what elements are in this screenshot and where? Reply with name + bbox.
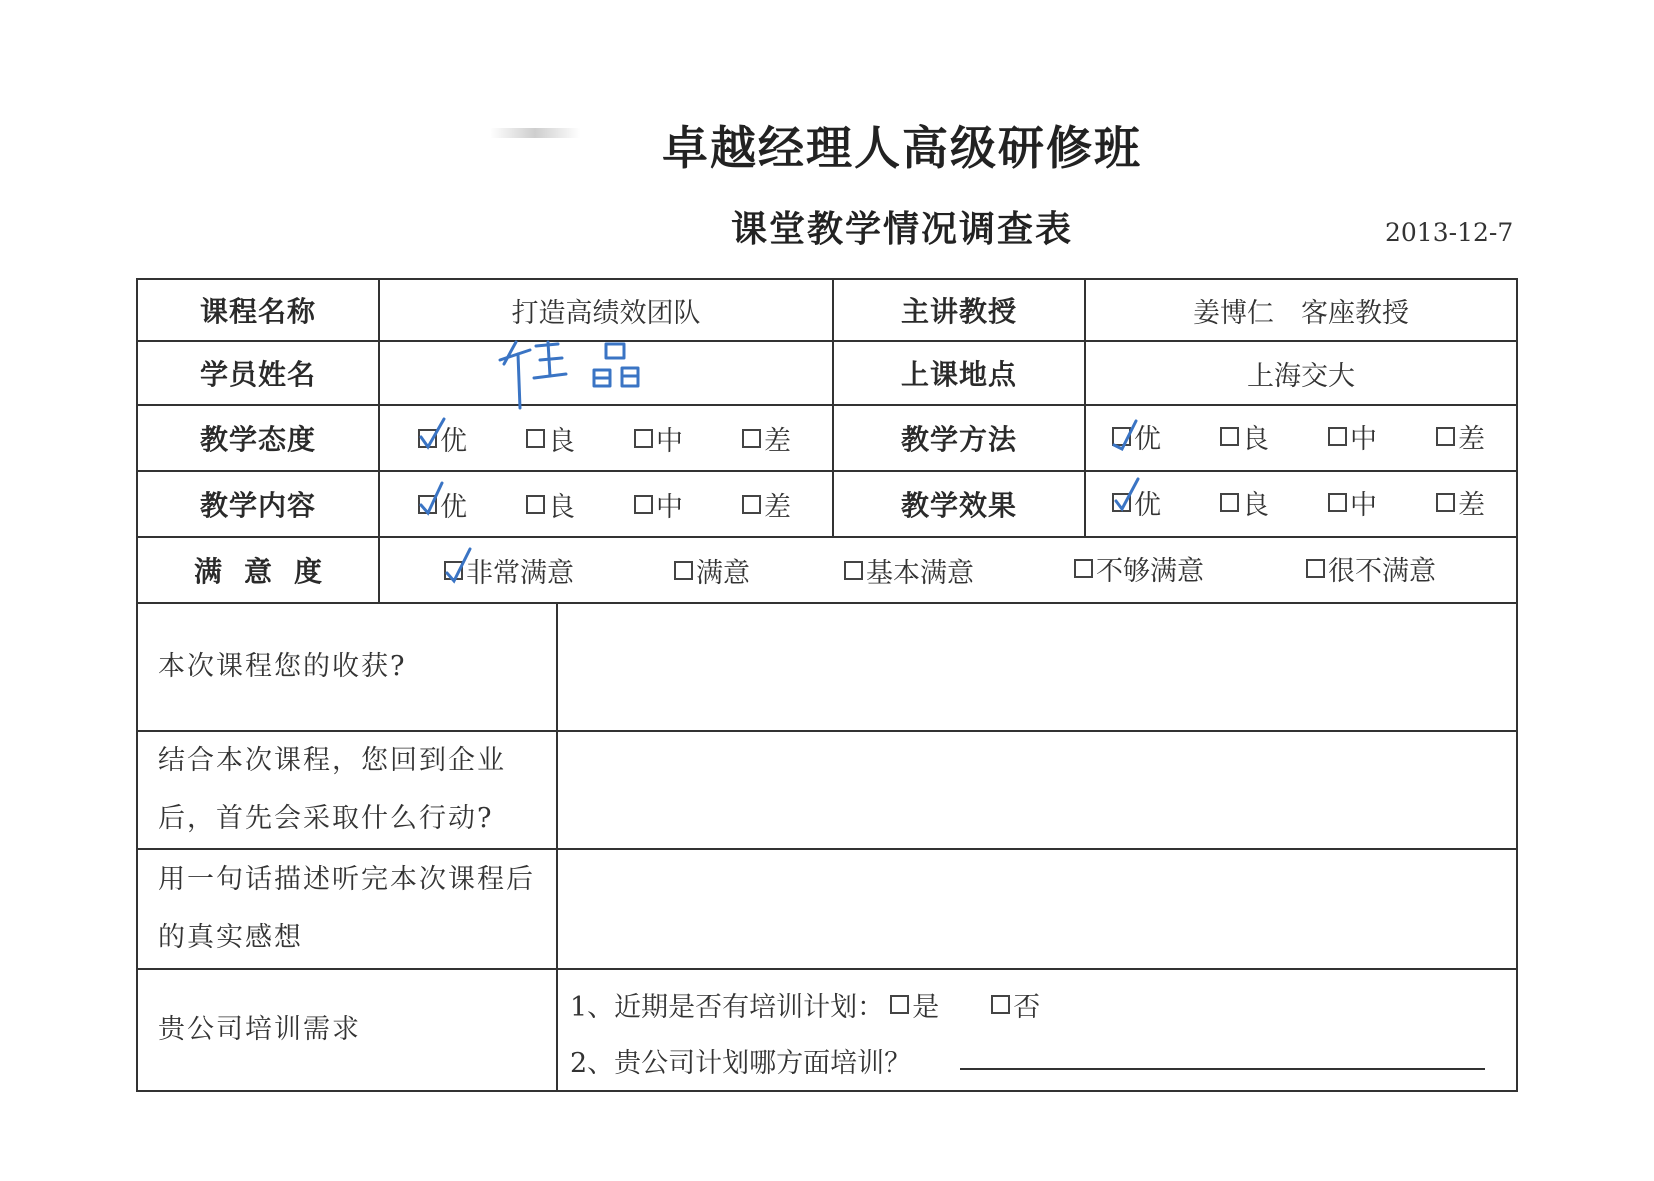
satisfaction-option-not-quite-satisfied[interactable]: 不够满意 <box>1074 548 1204 588</box>
satisfaction-label: 满意度 <box>193 555 344 588</box>
student-signature <box>496 330 676 410</box>
checkbox[interactable] <box>742 429 761 448</box>
checkbox[interactable] <box>1112 493 1131 512</box>
answer-action[interactable] <box>558 732 1516 848</box>
checkbox[interactable] <box>890 995 909 1014</box>
checkbox[interactable] <box>526 495 545 514</box>
table-border-bottom <box>136 1090 1518 1092</box>
training-area-answer-line[interactable] <box>960 1068 1485 1070</box>
checkbox[interactable] <box>418 429 437 448</box>
checkbox[interactable] <box>1220 427 1239 446</box>
lecturer-label: 主讲教授 <box>900 295 1017 328</box>
satisfaction-option-satisfied[interactable]: 满意 <box>674 550 750 590</box>
method-option-poor[interactable]: 差 <box>1436 416 1485 456</box>
checkbox[interactable] <box>444 561 463 580</box>
training-plan-question: 1、近期是否有培训计划： 是 否 <box>570 982 1040 1026</box>
course-name-label: 课程名称 <box>199 295 316 328</box>
effect-option-fair[interactable]: 中 <box>1328 482 1377 522</box>
attitude-option-fair[interactable]: 中 <box>634 418 683 458</box>
checkbox[interactable] <box>526 429 545 448</box>
training-needs-label: 贵公司培训需求 <box>158 1014 361 1045</box>
question-action: 结合本次课程，您回到企业后，首先会采取什么行动? <box>158 745 506 834</box>
plan-option-yes[interactable]: 是 <box>890 984 939 1024</box>
method-option-good[interactable]: 良 <box>1220 416 1269 456</box>
question-gain: 本次课程您的收获? <box>158 651 407 682</box>
effect-option-poor[interactable]: 差 <box>1436 482 1485 522</box>
attitude-option-excellent[interactable]: 优 <box>418 418 467 458</box>
content-label: 教学内容 <box>199 489 316 522</box>
checkbox[interactable] <box>634 429 653 448</box>
content-option-excellent[interactable]: 优 <box>418 484 467 524</box>
student-name-label: 学员姓名 <box>199 358 316 391</box>
checkbox[interactable] <box>1074 559 1093 578</box>
effect-option-excellent[interactable]: 优 <box>1112 482 1161 522</box>
answer-gain[interactable] <box>558 604 1516 730</box>
check-mark-icon <box>1112 415 1144 451</box>
checkbox[interactable] <box>418 495 437 514</box>
question-feeling: 用一句话描述听完本次课程后的真实感想 <box>158 864 535 953</box>
course-name-value: 打造高绩效团队 <box>511 297 701 329</box>
check-mark-icon <box>418 483 450 519</box>
content-option-good[interactable]: 良 <box>526 484 575 524</box>
method-label: 教学方法 <box>900 423 1017 456</box>
content-option-fair[interactable]: 中 <box>634 484 683 524</box>
checkbox[interactable] <box>1306 559 1325 578</box>
satisfaction-option-basically-satisfied[interactable]: 基本满意 <box>844 550 974 590</box>
attitude-option-good[interactable]: 良 <box>526 418 575 458</box>
plan-option-no[interactable]: 否 <box>991 984 1040 1024</box>
effect-option-good[interactable]: 良 <box>1220 482 1269 522</box>
checkbox[interactable] <box>742 495 761 514</box>
checkbox[interactable] <box>844 561 863 580</box>
answer-feeling[interactable] <box>558 850 1516 968</box>
checkbox[interactable] <box>1328 427 1347 446</box>
form-date: 2013-12-7 <box>1385 218 1514 247</box>
check-mark-icon <box>418 417 450 453</box>
location-label: 上课地点 <box>900 358 1017 391</box>
check-mark-icon <box>444 549 476 585</box>
lecturer-value: 姜博仁 客座教授 <box>1193 297 1409 329</box>
training-area-question: 2、贵公司计划哪方面培训？ <box>570 1047 912 1079</box>
effect-label: 教学效果 <box>900 489 1017 522</box>
location-value: 上海交大 <box>1247 360 1355 392</box>
form-title: 卓越经理人高级研修班 <box>662 121 1142 175</box>
checkbox[interactable] <box>1328 493 1347 512</box>
form-subtitle: 课堂教学情况调查表 <box>730 209 1073 250</box>
checkbox[interactable] <box>674 561 693 580</box>
satisfaction-option-very-dissatisfied[interactable]: 很不满意 <box>1306 548 1436 588</box>
method-option-excellent[interactable]: 优 <box>1112 416 1161 456</box>
checkbox[interactable] <box>1436 493 1455 512</box>
check-mark-icon <box>1112 481 1144 517</box>
content-option-poor[interactable]: 差 <box>742 484 791 524</box>
attitude-option-poor[interactable]: 差 <box>742 418 791 458</box>
table-border-right <box>1516 278 1518 1092</box>
satisfaction-option-very-satisfied[interactable]: 非常满意 <box>444 550 574 590</box>
checkbox[interactable] <box>1436 427 1455 446</box>
checkbox[interactable] <box>991 995 1010 1014</box>
checkbox[interactable] <box>634 495 653 514</box>
checkbox[interactable] <box>1220 493 1239 512</box>
attitude-label: 教学态度 <box>199 423 316 456</box>
checkbox[interactable] <box>1112 427 1131 446</box>
method-option-fair[interactable]: 中 <box>1328 416 1377 456</box>
